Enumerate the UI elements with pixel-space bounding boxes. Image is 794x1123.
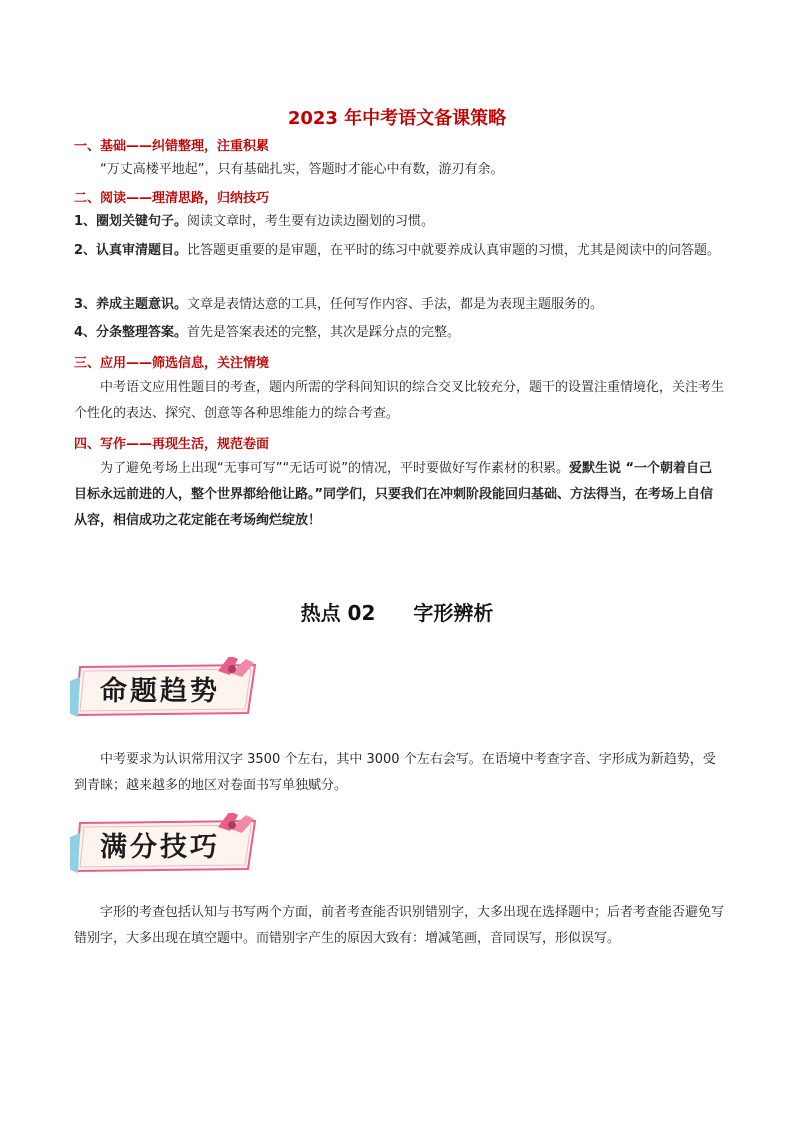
badge-trend-text: 命题趋势 — [100, 676, 220, 707]
trend-paragraph: 中考要求为认识常用汉字 3500 个左右，其中 3000 个左右会写。在语境中考查字音、字形成为新趋势，受到青睐；越来越多的地区对卷面书写单独赋分。 — [74, 752, 716, 793]
badge-trend — [70, 657, 270, 721]
section-2-item-1 — [74, 209, 724, 235]
section-4-text-a: 为了避免考场上出现“无事可写”“无话可说”的情况，平时要做好写作素材的积累。 — [100, 461, 569, 476]
badge-tips — [70, 813, 270, 877]
item-lead: 3、养成主题意识。 — [74, 297, 188, 312]
section-2-item-3 — [74, 292, 724, 318]
section-2-item-2 — [74, 238, 724, 264]
section-4-text — [74, 456, 724, 534]
section-1-heading: 一、基础——纠错整理，注重积累 — [74, 139, 270, 154]
item-text: 首先是答案表述的完整，其次是踩分点的完整。 — [187, 325, 461, 340]
tips-paragraph: 字形的考查包括认知与书写两个方面，前者考查能否识别错别字，大多出现在选择题中；后者考查能否避免写错别字，大多出现在填空题中。而错别字产生的原因大致有：增减笔画，音同误写，形似误写。 — [74, 905, 725, 946]
section-2-heading: 二、阅读——理清思路，归纳技巧 — [74, 191, 270, 206]
hotspot-topic: 字形辨析 — [413, 601, 494, 625]
section-3-text: 中考语文应用性题目的考查，题内所需的学科间知识的综合交叉比较充分，题干的设置注重情境化，关注考生个性化的表达、探究、创意等各种思维能力的综合考查。 — [74, 380, 725, 421]
item-text: 比答题更重要的是审题，在平时的练习中就要养成认真审题的习惯，尤其是阅读中的问答题。 — [187, 243, 721, 258]
section-4-text-b: 爱默生说 “一个朝着自己目标永远前进的人，整个世界都给他让路。”同学们，只要我们在冲刺阶段能回归基础、方法得当，在考场上自信从容，相信成功之花定能在考场绚烂绽放！ — [74, 461, 714, 528]
item-lead: 1、圈划关键句子。 — [74, 214, 188, 229]
section-1-text: “万丈高楼平地起”，只有基础扎实，答题时才能心中有数，游刃有余。 — [100, 162, 504, 177]
section-2-item-4 — [74, 320, 724, 346]
item-lead: 4、分条整理答案。 — [74, 325, 188, 340]
section-3-heading: 三、应用——筛选信息，关注情境 — [74, 356, 270, 371]
item-lead: 2、认真审清题目。 — [74, 243, 188, 258]
hotspot-title — [0, 597, 794, 626]
section-4-heading: 四、写作——再现生活，规范卷面 — [74, 437, 270, 452]
item-text: 阅读文章时，考生要有边读边圈划的习惯。 — [187, 214, 435, 229]
page-title: 2023 年中考语文备课策略 — [287, 108, 507, 129]
badge-tips-text: 满分技巧 — [100, 832, 220, 863]
item-text: 文章是表情达意的工具，任何写作内容、手法，都是为表现主题服务的。 — [187, 297, 604, 312]
hotspot-label: 热点 02 — [300, 601, 376, 625]
